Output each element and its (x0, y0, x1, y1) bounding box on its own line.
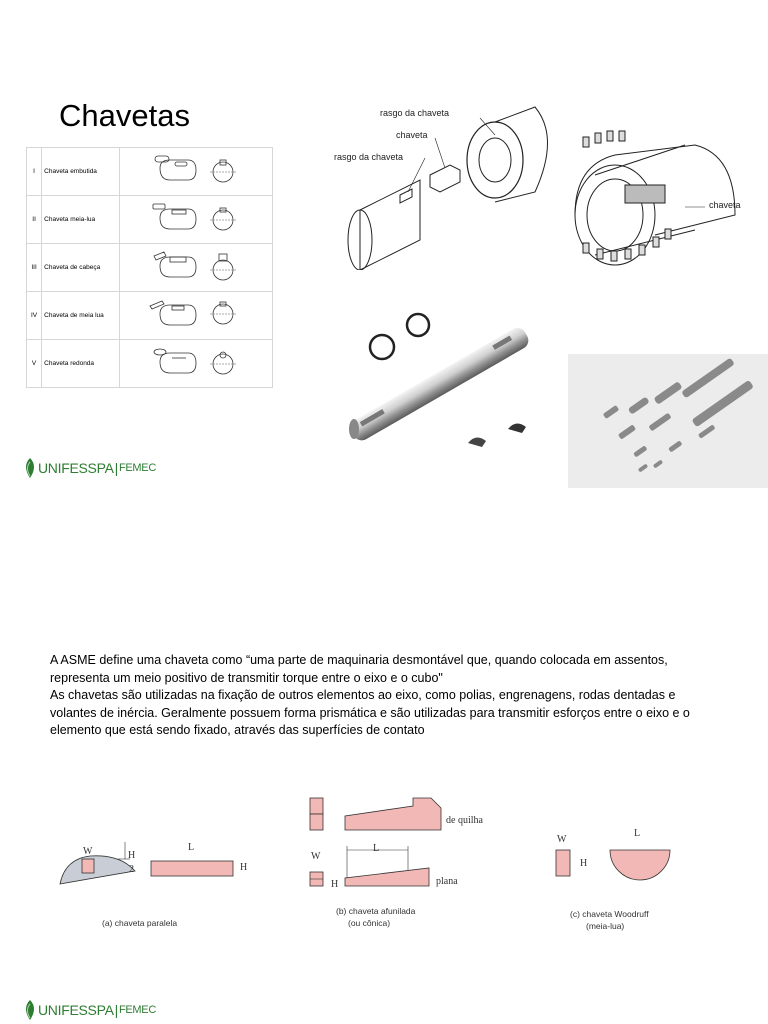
figure-c-woodruff-key (550, 842, 680, 887)
gear-diagram (565, 125, 765, 270)
paragraph: As chavetas são utilizadas na fixação de outros elementos ao eixo, como polias, engrenagens, rodas dentadas e volantes de inércia. Geralmente possuem forma prismática e são utilizadas para transmitir esforços entre o eixo e o elemento que está sendo fixado, através das superfícies de contato (50, 688, 690, 737)
row-number: III (27, 244, 42, 292)
fig-b-w: W (311, 851, 321, 862)
fig-b-h: H (331, 879, 339, 890)
row-number: IV (27, 292, 42, 340)
table-row (27, 292, 273, 340)
row-name: Chaveta de meia lua (42, 292, 120, 340)
logo-separator: | (114, 460, 118, 476)
fig-a-l: L (188, 842, 195, 853)
table-row (27, 196, 273, 244)
fig-c-h: H (580, 858, 588, 869)
fig-b-plana: plana (436, 876, 458, 887)
key-sketch (120, 292, 273, 340)
label-chaveta: chaveta (396, 130, 428, 140)
table-row (27, 148, 273, 196)
logo-separator: | (114, 1002, 118, 1018)
fig-b-caption-2: (ou cônica) (348, 918, 391, 928)
fig-b-l: L (373, 843, 380, 854)
key-types-table (26, 147, 273, 388)
logo-dept: FEMEC (118, 462, 156, 474)
logo-dept: FEMEC (118, 1004, 156, 1016)
logo-name: UNIFESSPA (38, 460, 114, 476)
fig-b-caption-1: (b) chaveta afunilada (336, 906, 416, 916)
fig-a-h-num: H (128, 850, 136, 861)
logo (22, 998, 156, 1022)
shaft-hub-diagram (330, 100, 560, 270)
slide-2 (0, 512, 768, 1024)
fig-c-caption-1: (c) chaveta Woodruff (570, 909, 649, 919)
row-number: I (27, 148, 42, 196)
figure-a-parallel-key (55, 834, 265, 894)
keys-photo (568, 354, 768, 488)
label-rasgo-top: rasgo da chaveta (380, 108, 450, 118)
fig-a-w: W (83, 846, 93, 857)
fig-a-h-den: 2 (129, 864, 134, 875)
row-number: II (27, 196, 42, 244)
leaf-icon (22, 998, 38, 1022)
paragraph: A ASME define uma chaveta como “uma parte de maquinaria desmontável que, quando colocada em assentos, representa um meio positivo de transmitir torque entre o eixo e o cubo" (50, 653, 668, 685)
fig-a-caption: (a) chaveta paralela (102, 918, 178, 928)
key-sketch (120, 196, 273, 244)
row-number: V (27, 340, 42, 388)
fig-b-quilha: de quilha (446, 815, 483, 826)
leaf-icon (22, 456, 38, 480)
definition-text (50, 652, 720, 740)
row-name: Chaveta meia-lua (42, 196, 120, 244)
table-row (27, 244, 273, 292)
shaft-photo (340, 305, 550, 470)
logo-name: UNIFESSPA (38, 1002, 114, 1018)
key-sketch (120, 148, 273, 196)
fig-c-l: L (634, 828, 641, 839)
fig-c-w: W (557, 834, 567, 845)
page-title: Chavetas (59, 98, 190, 133)
key-sketch (120, 340, 273, 388)
key-sketch (120, 244, 273, 292)
row-name: Chaveta embutida (42, 148, 120, 196)
logo (22, 456, 156, 480)
label-rasgo-left: rasgo da chaveta (334, 152, 404, 162)
row-name: Chaveta de cabeça (42, 244, 120, 292)
fig-c-caption-2: (meia-lua) (586, 921, 625, 931)
row-name: Chaveta redonda (42, 340, 120, 388)
label-gear-chaveta: chaveta (709, 200, 741, 210)
fig-a-h: H (240, 862, 248, 873)
table-row (27, 340, 273, 388)
